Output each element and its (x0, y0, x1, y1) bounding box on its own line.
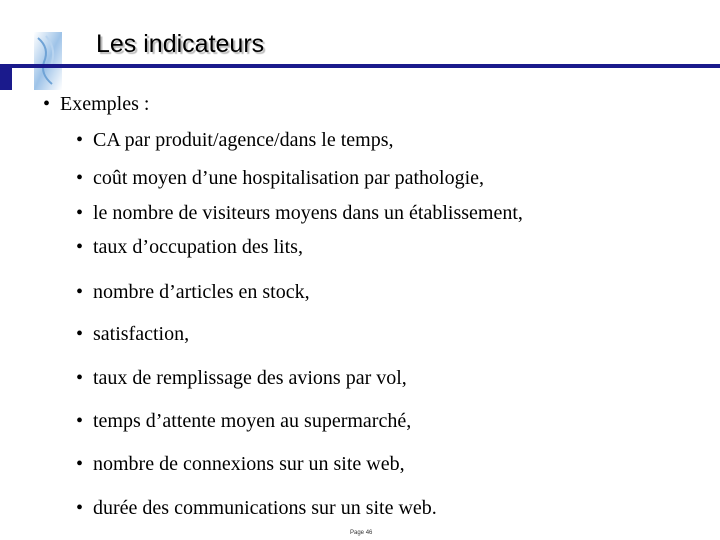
footer-label: Page (350, 530, 365, 536)
list-item: • satisfaction, (76, 323, 190, 345)
list-item: • CA par produit/agence/dans le temps, (76, 129, 394, 151)
list-item: • taux d’occupation des lits, (76, 236, 303, 258)
list-item: • nombre d’articles en stock, (76, 281, 310, 303)
list-item: • coût moyen d’une hospitalisation par pathologie, (76, 167, 485, 189)
list-item: • le nombre de visiteurs moyens dans un établissement, (76, 202, 523, 224)
page-footer (350, 530, 372, 536)
slide-title: Les indicateurs (96, 30, 265, 58)
list-item: • nombre de connexions sur un site web, (76, 453, 405, 475)
intro-bullet: • Exemples : (43, 93, 150, 115)
list-item: • temps d’attente moyen au supermarché, (76, 410, 412, 432)
page-number: 46 (365, 530, 373, 536)
list-item: • taux de remplissage des avions par vol, (76, 367, 407, 389)
list-item: • durée des communications sur un site web. (76, 497, 437, 519)
